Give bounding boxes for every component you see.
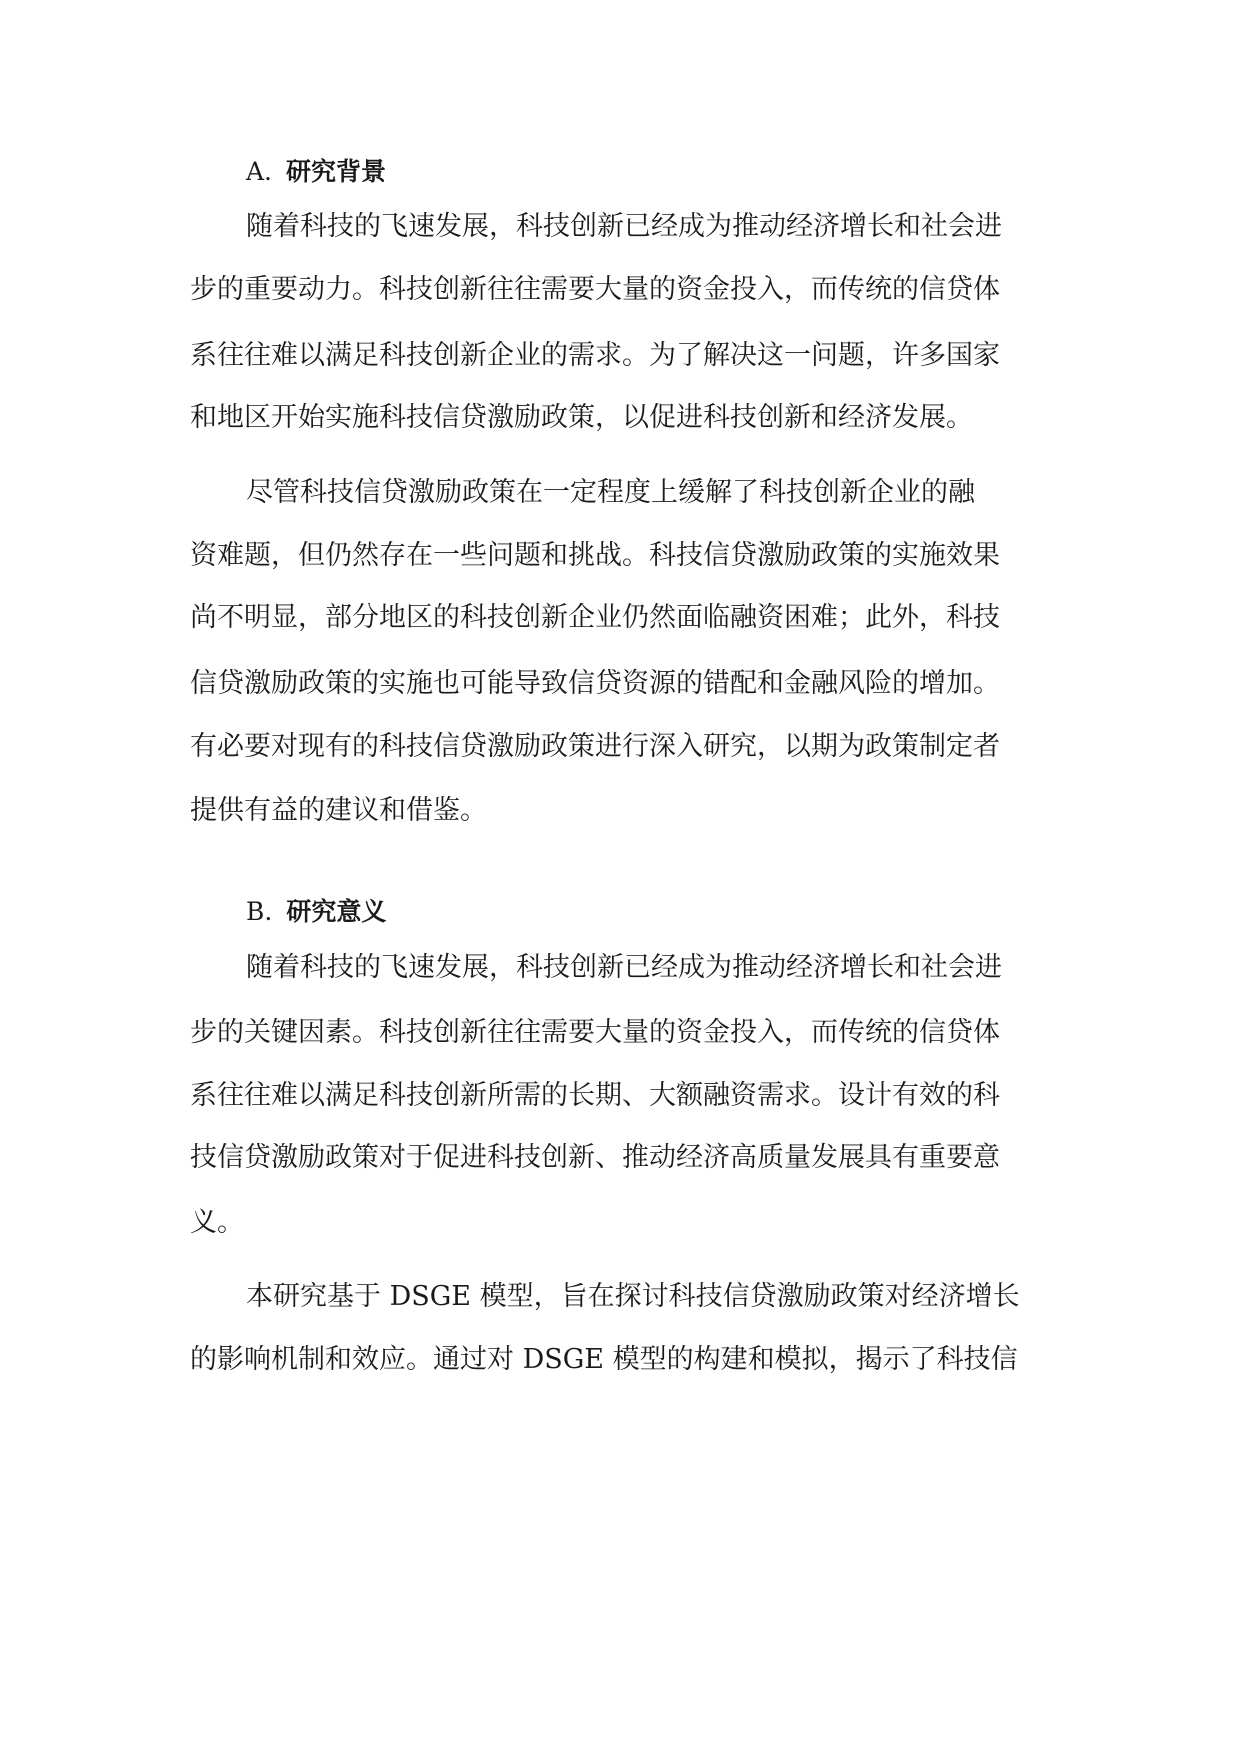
paragraph-line: 有必要对现有的科技信贷激励政策进行深入研究，以期为政策制定者 [190,731,1000,762]
paragraph-line: 系往往难以满足科技创新所需的长期、大额融资需求。设计有效的科 [190,1080,1000,1111]
paragraph-line: 系往往难以满足科技创新企业的需求。为了解决这一问题，许多国家 [190,340,1000,371]
section-title: 研究意义 [286,897,387,926]
paragraph-line: 和地区开始实施科技信贷激励政策，以促进科技创新和经济发展。 [190,402,973,433]
paragraph-line: 本研究基于 DSGE 模型，旨在探讨科技信贷激励政策对经济增长 [246,1281,1020,1312]
section-heading-a [246,152,386,192]
paragraph-line: 信贷激励政策的实施也可能导致信贷资源的错配和金融风险的增加。 [190,668,1000,699]
paragraph-line: 提供有益的建议和借鉴。 [190,795,487,826]
paragraph-line: 技信贷激励政策对于促进科技创新、推动经济高质量发展具有重要意 [190,1142,1000,1173]
paragraph-line: 随着科技的飞速发展，科技创新已经成为推动经济增长和社会进 [246,952,1002,983]
section-number: A. [246,157,273,186]
paragraph-line: 随着科技的飞速发展，科技创新已经成为推动经济增长和社会进 [246,211,1002,242]
paragraph-line: 尚不明显，部分地区的科技创新企业仍然面临融资困难；此外，科技 [190,602,1000,633]
paragraph-line: 的影响机制和效应。通过对 DSGE 模型的构建和模拟，揭示了科技信 [190,1344,1018,1375]
section-number: B. [246,897,273,926]
paragraph-line: 步的关键因素。科技创新往往需要大量的资金投入，而传统的信贷体 [190,1017,1000,1048]
paragraph-line: 尽管科技信贷激励政策在一定程度上缓解了科技创新企业的融 [246,477,975,508]
paragraph-line: 步的重要动力。科技创新往往需要大量的资金投入，而传统的信贷体 [190,274,1000,305]
paragraph-line: 义。 [190,1207,244,1238]
section-heading-b [246,892,386,932]
section-title: 研究背景 [286,157,387,186]
paragraph-line: 资难题，但仍然存在一些问题和挑战。科技信贷激励政策的实施效果 [190,540,1000,571]
